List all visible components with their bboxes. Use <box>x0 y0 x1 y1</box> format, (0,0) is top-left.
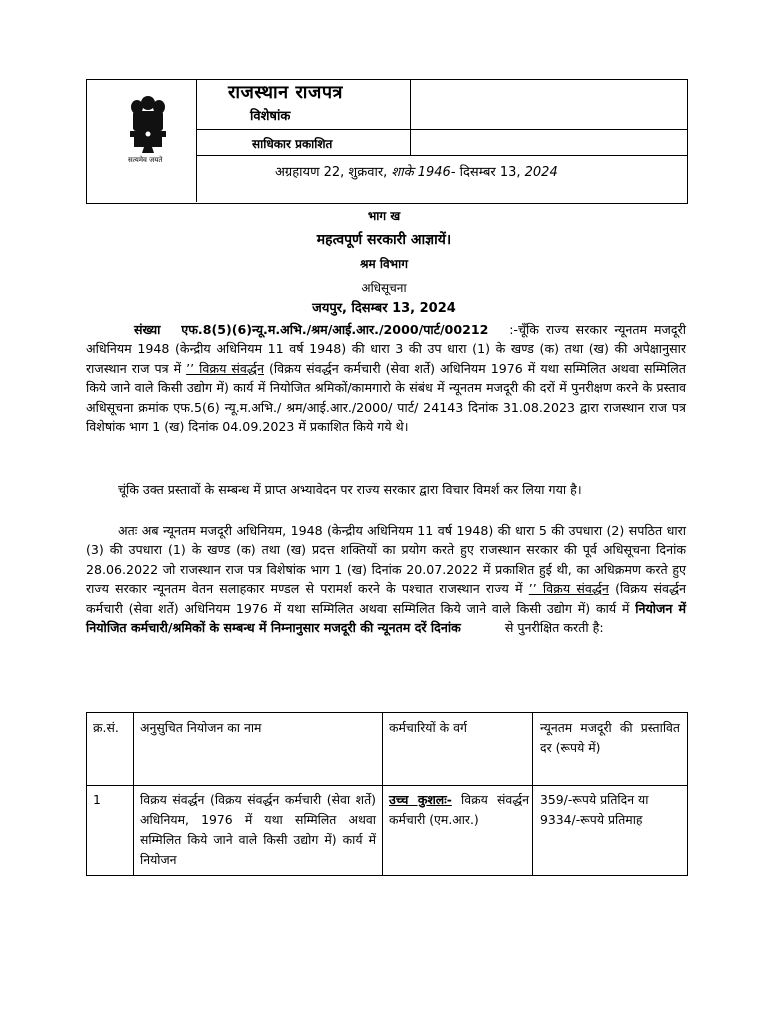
part-heading: भाग ख <box>367 209 401 223</box>
notification-heading: अधिसूचना <box>361 281 407 295</box>
orders-heading: महत्वपूर्ण सरकारी आज्ञायें। <box>316 232 452 248</box>
table-header-employment: अनुसुचित नियोजन का नाम <box>140 720 262 735</box>
table-cell-employment: विक्रय संवर्द्धन (विक्रय संवर्द्धन कर्मचारी (सेवा शर्ते) अधिनियम, 1976 में यथा सम्मिलित अथवा सम्मिलित किये जाने वाले किसी उद्योग में) कार्य में नियोजन <box>140 792 376 867</box>
issue-date: अग्रहायण 22, शुक्रवार, शाके 1946- दिसम्बर 13, 2024 <box>275 165 558 180</box>
table-header-rate: न्यूनतम मजदूरी की प्रस्तावित दर (रूपये में) <box>540 720 680 755</box>
state-emblem-icon <box>124 93 172 155</box>
paragraph-2: चूंकि उक्त प्रस्तावों के सम्बन्ध में प्राप्त अभ्यावेदन पर राज्य सरकार द्वारा विचार विमर्श कर लिया गया है। <box>118 482 582 497</box>
table-column-divider <box>532 712 533 875</box>
paragraph-1: संख्या एफ.8(5)(6)न्यू.म.अभि./श्रम/आई.आर./2000/पार्ट/00212 :-चूँकि राज्य सरकार न्यूनतम मजदूरी अधिनियम 1948 (केन्द्रीय अधिनियम 11 वर्ष 1948) की धारा 3 की उप धारा (1) के खण्ड (क) तथा (ख) की अपेक्षानुसार राजस्थान राज पत्र में ’’ विक्रय संवर्द्धन (विक्रय संवर्द्धन कर्मचारी (सेवा शर्ते) अधिनियम 1976 में यथा सम्मिलित अथवा सम्मिलित किये जाने वाले किसी उद्योग में) कार्य में नियोजित श्रमिकों/कामगारो के संबंध में न्यूनतम मजदूरी की दरों में पुनरीक्षण करने के प्रस्ताव अधिसूचना क्रमांक एफ.5(6) न्यू.म.अभि./ श्रम/आई.आर./2000/ पार्ट/ 24143 दिनांक 31.08.2023 द्वारा राजस्थान राज पत्र विशेषांक भाग 1 (ख) दिनांक 04.09.2023 में प्रकाशित किये गये थे। <box>86 322 686 435</box>
gazette-header-box <box>86 79 688 204</box>
table-header-class: कर्मचारियों के वर्ग <box>389 720 467 735</box>
emblem-motto: सत्यमेव जयते <box>128 156 163 164</box>
header-divider <box>196 155 687 156</box>
department-heading: श्रम विभाग <box>360 257 408 271</box>
header-divider <box>196 79 197 202</box>
table-cell-sn: 1 <box>93 792 101 807</box>
special-issue-label: विशेषांक <box>250 109 291 124</box>
header-divider <box>196 129 687 130</box>
gazette-title: राजस्थान राजपत्र <box>228 82 343 103</box>
paragraph-3: अतः अब न्यूनतम मजदूरी अधिनियम, 1948 (केन्द्रीय अधिनियम 11 वर्ष 1948) की धारा 5 की उपधारा (2) सपठित धारा (3) की उपधारा (1) के खण्ड (क) तथा (ख) प्रदत्त शक्तियों का प्रयोग करते हुए राजस्थान सरकार की पूर्व अधिसूचना दिनांक 28.06.2022 जो राजस्थान राज पत्र विशेषांक भाग 1 (ख) दिनांक 20.07.2022 में प्रकाशित हुई थी, का अधिक्रमण करते हुए राज्य सरकार न्यूनतम वेतन सलाहकार मण्डल से परामर्श करने के पश्चात राजस्थान राज्य में ’’ विक्रय संवर्द्धन (विक्रय संवर्द्धन कर्मचारी (सेवा शर्ते) अधिनियम 1976 में यथा सम्मिलित अथवा सम्मिलित किये जाने वाले किसी उद्योग में) कार्य में नियोजन में नियोजित कर्मचारी/श्रमिकों के सम्बन्ध में निम्नानुसार मजदूरी की न्यूनतम दरें दिनांक से पुनरीक्षित करती है: <box>86 523 687 636</box>
authority-label: साधिकार प्रकाशित <box>252 137 333 151</box>
table-header-sn: क्र.सं. <box>93 720 119 735</box>
table-row-divider <box>86 785 687 786</box>
header-divider <box>410 79 411 155</box>
table-column-divider <box>133 712 134 875</box>
place-date: जयपुर, दिसम्बर 13, 2024 <box>312 301 456 316</box>
table-column-divider <box>382 712 383 875</box>
table-cell-class: उच्च कुशलः- विक्रय संवर्द्धन कर्मचारी (एम.आर.) <box>389 792 529 827</box>
table-cell-rate: 359/-रूपये प्रतिदिन या 9334/-रूपये प्रतिमाह <box>540 792 649 827</box>
